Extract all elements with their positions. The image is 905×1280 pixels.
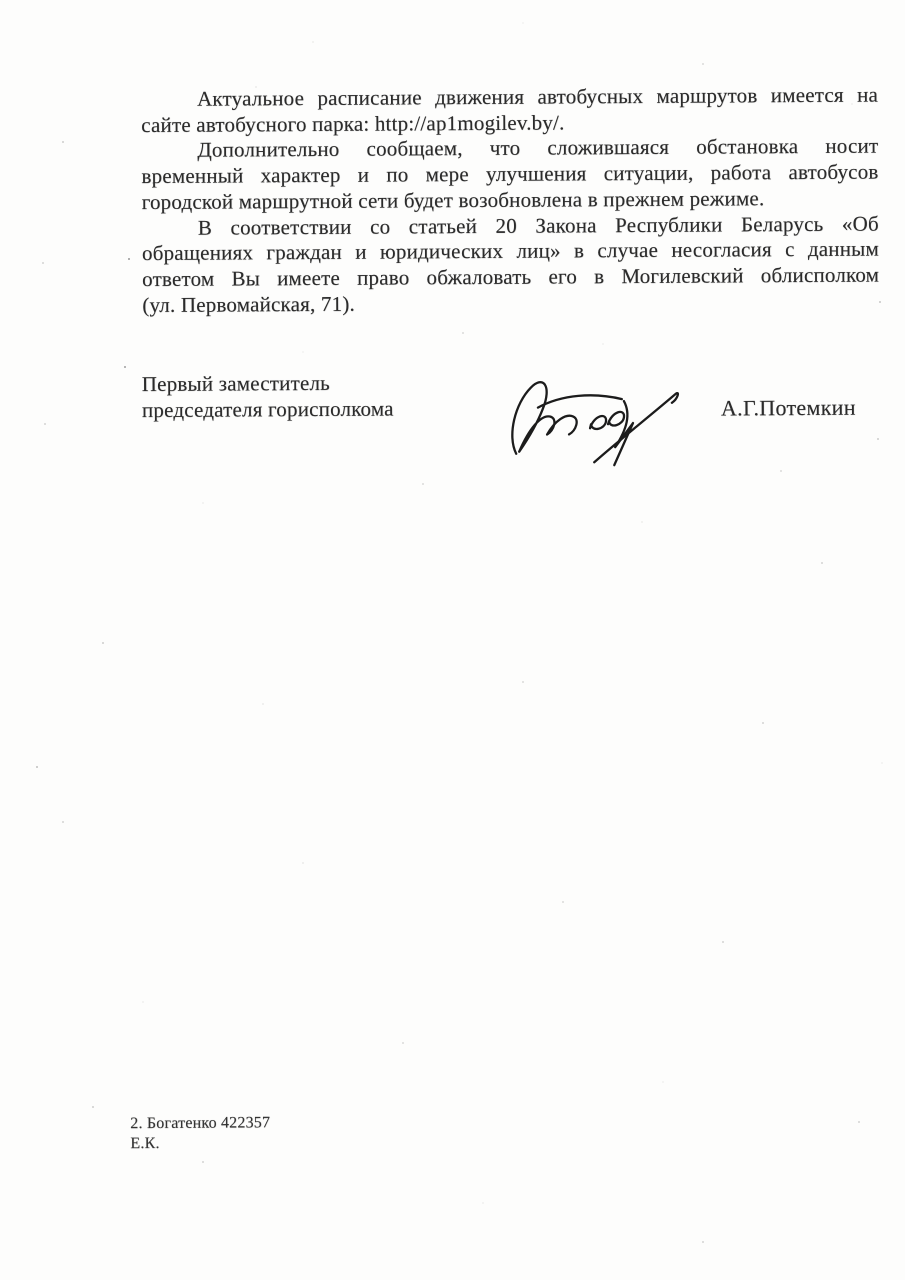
letter-line: Актуальное расписание движения автобусных маршрутов имеется на: [196, 82, 879, 111]
handwritten-signature-icon: [502, 371, 688, 474]
executor-note-line: 2. Богатенко 422357: [130, 1114, 271, 1133]
letter-line: временный характер и по мере улучшения ситуации, работа автобусов: [141, 159, 879, 189]
signatory-title-line: Первый заместитель: [141, 370, 330, 397]
letter-line: Дополнительно сообщаем, что сложившаяся обстановка носит: [197, 133, 879, 163]
signatory-title: [142, 369, 394, 423]
letter-line: ответом Вы имеете право обжаловать его в Могилевский облисполком: [142, 262, 880, 291]
letter-body: [141, 83, 879, 319]
executor-note: [130, 1113, 270, 1154]
executor-note-line: Е.К.: [130, 1134, 160, 1153]
letter-line: городской маршрутной сети будет возобновлена в прежнем режиме.: [141, 186, 765, 214]
letter-line: обращениях граждан и юридических лиц» в случае несогласия с данным: [141, 236, 880, 266]
letter-line: (ул. Первомайская, 71).: [142, 291, 356, 317]
letter-line: В соответствии со статьей 20 Закона Республики Беларусь «Об: [197, 211, 879, 240]
letter-line: сайте автобусного парка: http://ap1mogilev.by/.: [141, 110, 565, 137]
signatory-name: А.Г.Потемкин: [720, 394, 856, 421]
signatory-title-line: председателя горисполкома: [141, 396, 394, 423]
